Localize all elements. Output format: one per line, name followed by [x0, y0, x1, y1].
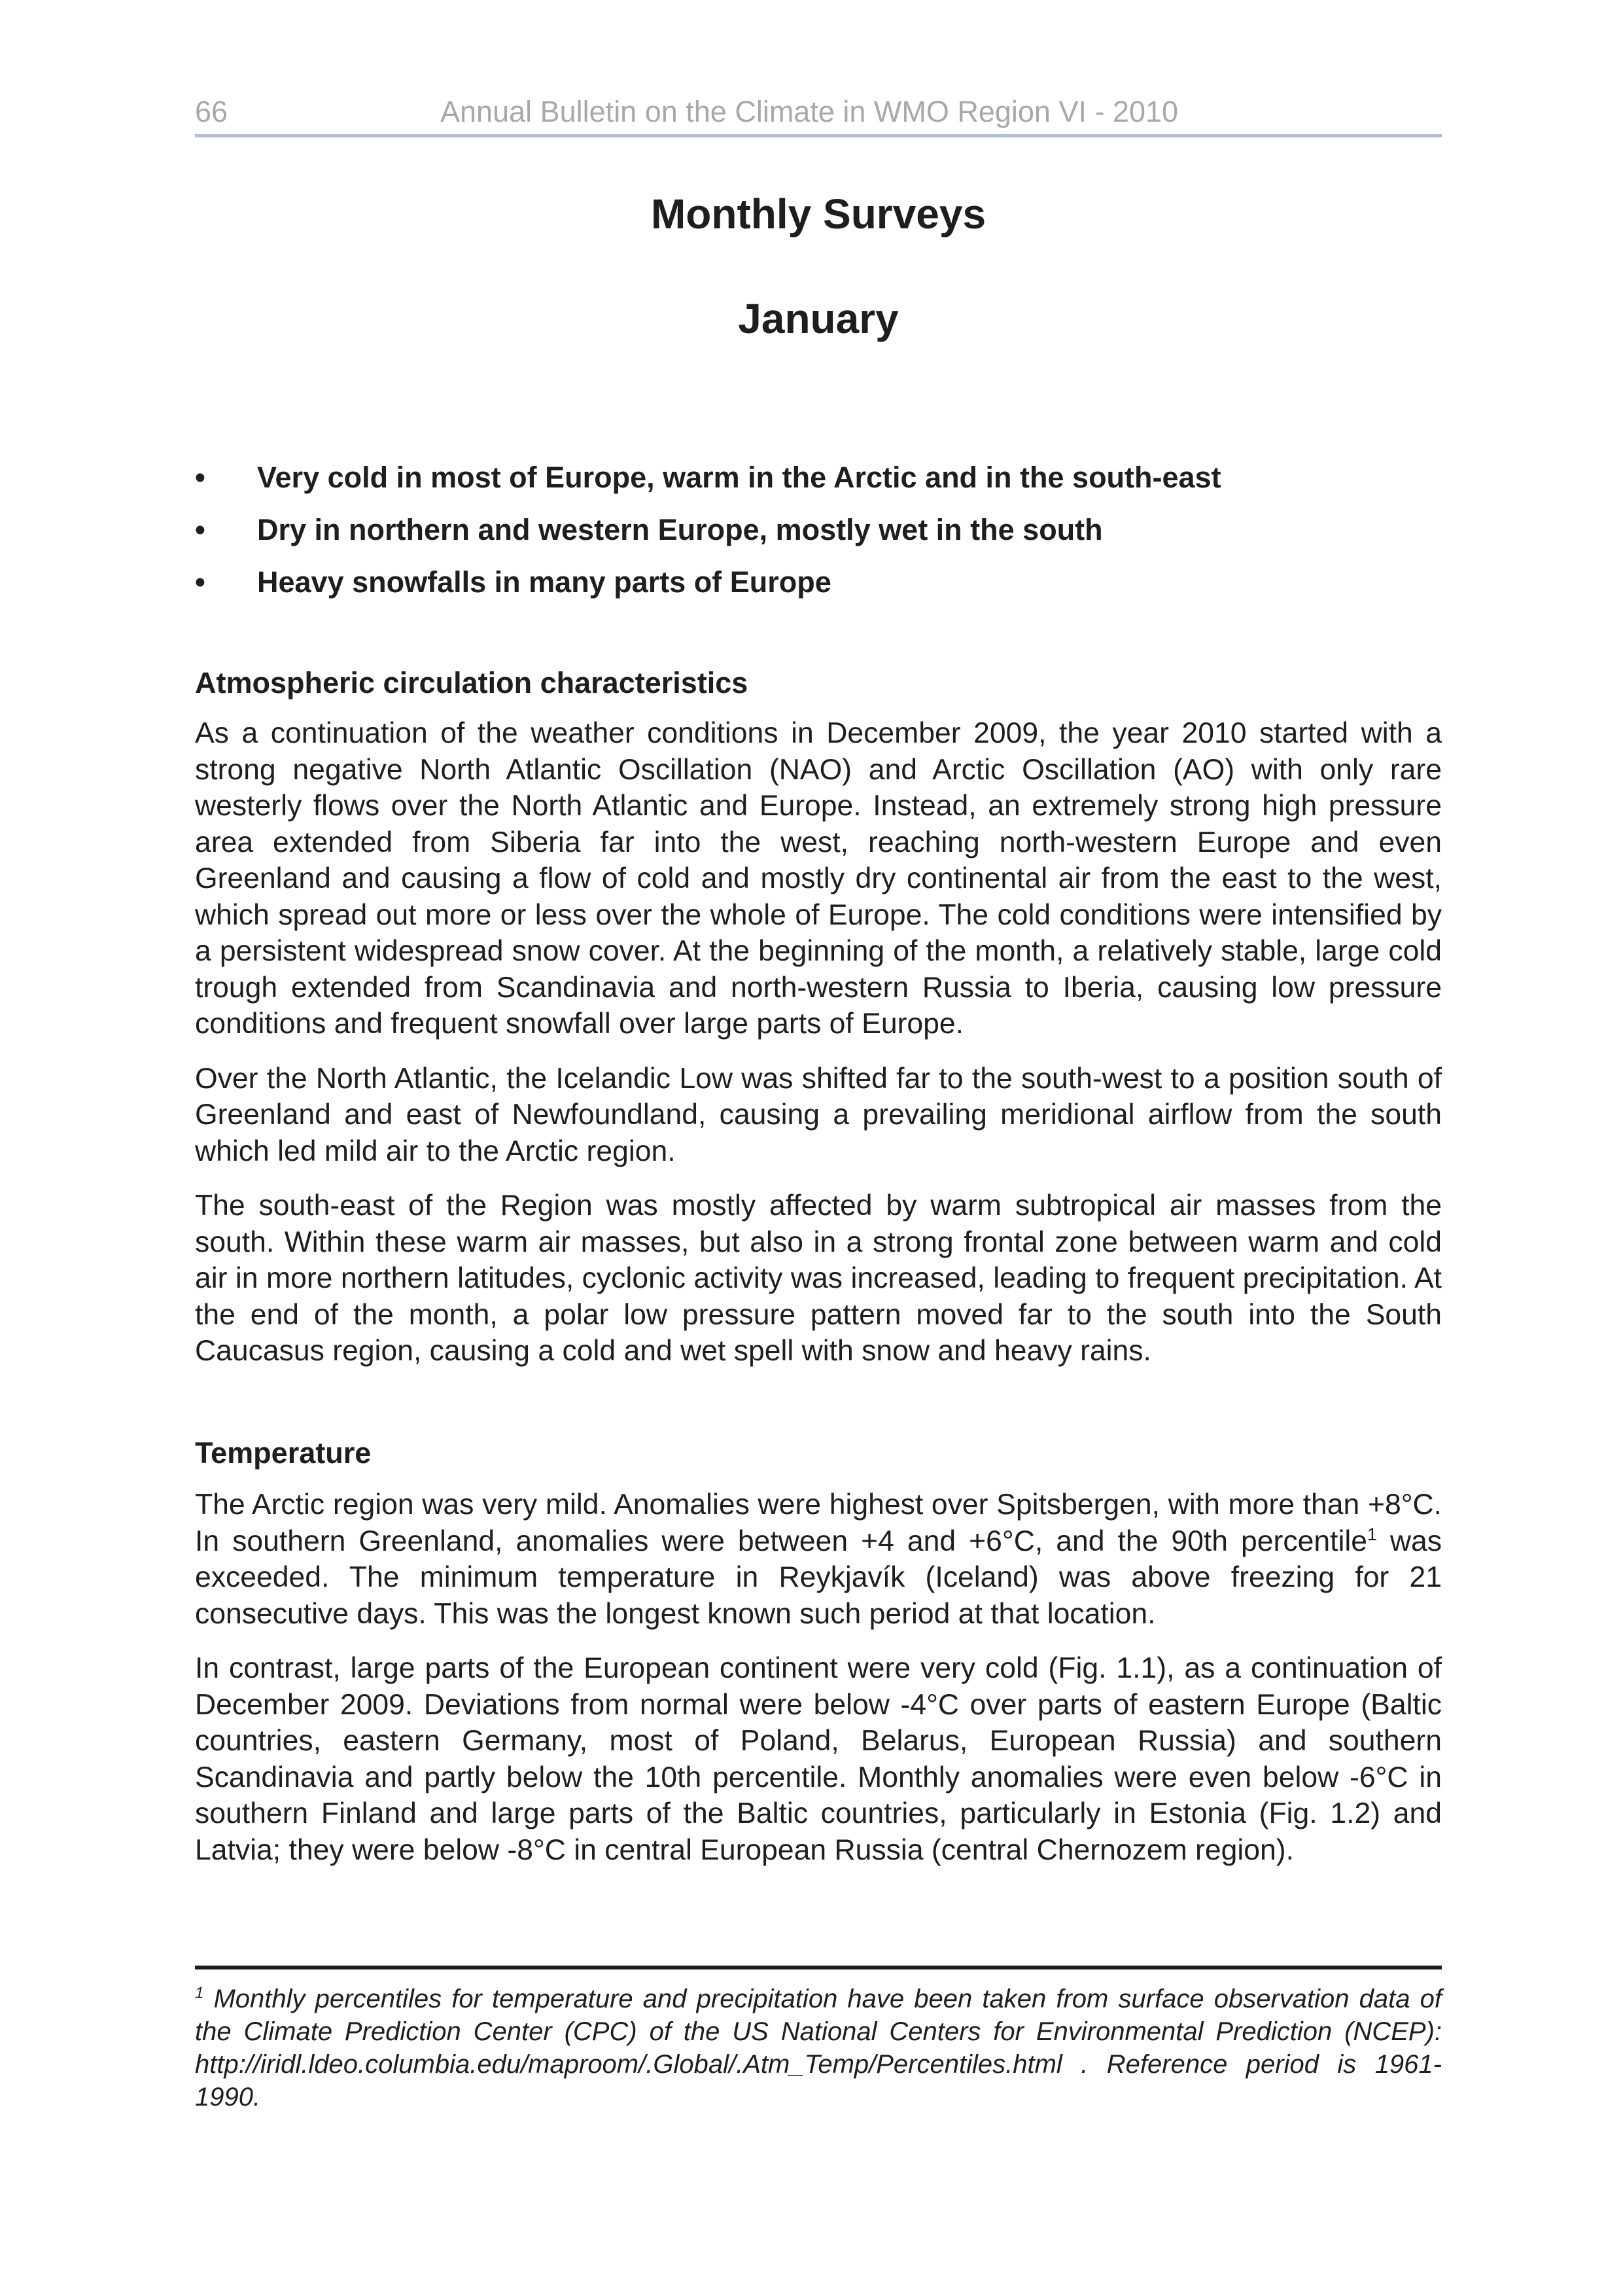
highlight-item — [195, 504, 1442, 556]
footnote-divider — [195, 1966, 1442, 1969]
highlight-text: Dry in northern and western Europe, mostly wet in the south — [257, 513, 1103, 546]
temperature-paragraph — [195, 1487, 1442, 1632]
month-title: January — [738, 295, 899, 342]
footnote — [195, 1983, 1442, 2113]
highlight-item — [195, 556, 1442, 609]
footnote-marker: 1 — [195, 1984, 204, 2002]
footnote-reference[interactable]: 1 — [1367, 1524, 1377, 1544]
atmospheric-heading: Atmospheric circulation characteristics — [195, 666, 748, 699]
temperature-paragraph: In contrast, large parts of the European continent were very cold (Fig. 1.1), as a continuation of December 2009. Deviations from normal were below -4°C over parts of eastern Europe (Baltic countries, eastern Germany, most of Poland, Belarus, European Russia) and southern Scandinavia and partly below the 10th percentile. Monthly anomalies were even below -6°C in southern Finland and large parts of the Baltic countries, particularly in Estonia (Fig. 1.2) and Latvia; they were below -8°C in central European Russia (central Chernozem region). — [195, 1652, 1442, 1866]
atmospheric-paragraph: Over the North Atlantic, the Icelandic Low was shifted far to the south-west to a position south of Greenland and east of Newfoundland, causing a prevailing meridional airflow from the south which led mild air to the Arctic region. — [195, 1062, 1442, 1167]
atmospheric-paragraph: As a continuation of the weather conditions in December 2009, the year 2010 started with a strong negative North Atlantic Oscillation (NAO) and Arctic Oscillation (AO) with only rare westerly flows over the North Atlantic and Europe. Instead, an extremely strong high pressure area extended from Siberia far into the west, reaching north-western Europe and even Greenland and causing a flow of cold and mostly dry continental air from the east to the west, which spread out more or less over the whole of Europe. The cold conditions were intensified by a persistent widespread snow cover. At the beginning of the month, a relatively stable, large cold trough extended from Scandinavia and north-western Russia to Iberia, causing low pressure conditions and frequent snowfall over large parts of Europe. — [195, 717, 1442, 1040]
atmospheric-section — [195, 715, 1442, 1388]
bullet-mark: • — [195, 461, 205, 494]
page — [195, 0, 1442, 2296]
section-title: Monthly Surveys — [650, 190, 986, 238]
highlights-list — [195, 451, 1442, 609]
bullet-mark: • — [195, 565, 205, 599]
running-title: Annual Bulletin on the Climate in WMO Region VI - 2010 — [440, 95, 1179, 128]
running-header — [195, 95, 1442, 137]
temperature-heading: Temperature — [195, 1436, 372, 1470]
temperature-text: The Arctic region was very mild. Anomalies were highest over Spitsbergen, with more than +8°C. In southern Greenland, anomalies were between +4 and +6°C, and the 90th percentile — [195, 1489, 1442, 1557]
temperature-section — [195, 1487, 1442, 1886]
highlight-text: Heavy snowfalls in many parts of Europe — [257, 565, 831, 599]
page-number: 66 — [195, 95, 228, 128]
temperature-text: was exceeded. The minimum temperature in Reykjavík (Iceland) was above freezing for 21 consecutive days. This was the longest known such period at that location. — [195, 1525, 1442, 1630]
atmospheric-paragraph: The south-east of the Region was mostly affected by warm subtropical air masses from the south. Within these warm air masses, but also in a strong frontal zone between warm and cold air in more northern latitudes, cyclonic activity was increased, leading to frequent precipitation. At the end of the month, a polar low pressure pattern moved far to the south into the South Caucasus region, causing a cold and wet spell with snow and heavy rains. — [195, 1190, 1442, 1367]
footnote-text: Monthly percentiles for temperature and precipitation have been taken from surface observation data of the Climate Prediction Center (CPC) of the US National Centers for Environmental Prediction (NCEP): http://iridl.ldeo.columbia.edu/maproom/.Global/.Atm_Temp/Percentiles.html . Reference period is 1961-1990. — [195, 1985, 1442, 2111]
highlight-item — [195, 451, 1442, 504]
highlight-text: Very cold in most of Europe, warm in the Arctic and in the south-east — [257, 461, 1221, 494]
bullet-mark: • — [195, 513, 205, 546]
